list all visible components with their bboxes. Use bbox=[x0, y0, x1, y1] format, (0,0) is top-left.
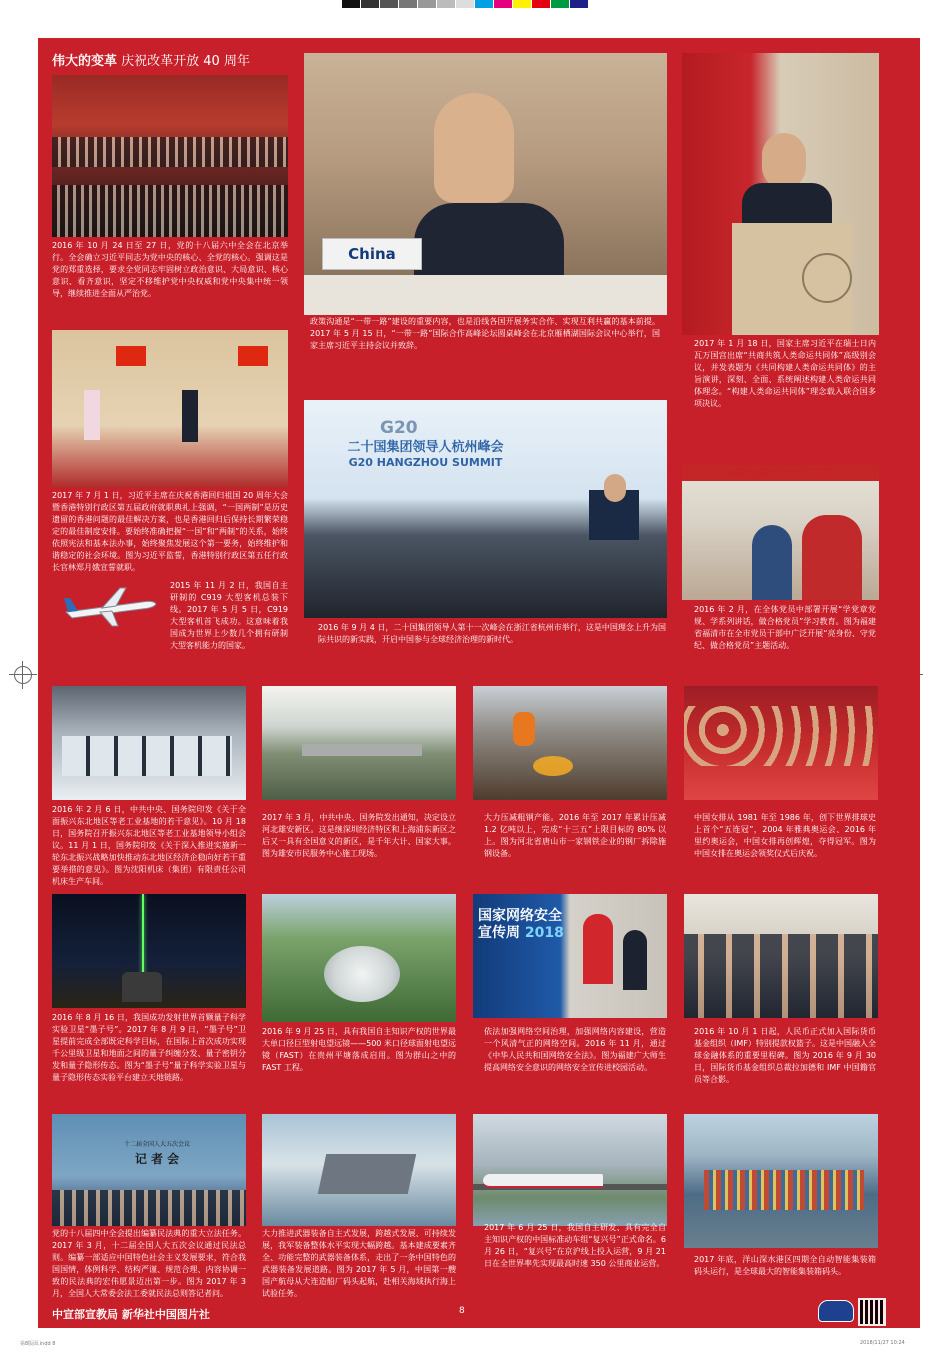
print-slug-left: 第8版面.indd 8 bbox=[20, 1341, 56, 1347]
cyber-week-year: 2018 bbox=[524, 925, 564, 941]
c919-aircraft-icon bbox=[62, 582, 158, 628]
photo-hong-kong-ceremony bbox=[52, 330, 288, 488]
photo-fuxing-train bbox=[473, 1114, 667, 1226]
press-conference-backdrop bbox=[82, 1138, 232, 1166]
g20-logo: G20 bbox=[380, 418, 418, 438]
party-banner: 践行“两学一做” 争当先锋 bbox=[728, 469, 833, 479]
caption-steel: 大力压减粗钢产能。2016 年至 2017 年累计压减 1.2 亿吨以上，完成“十三五”上限目标的 80% 以上。图为河北省唐山市一家钢铁企业的钢厂拆除施钢设备。 bbox=[484, 813, 666, 858]
g20-banner-title bbox=[318, 440, 533, 470]
caption-cyber: 依法加强网络空间治理，加强网络内容建设，营造一个风清气正的网络空间。2016 年 11 月，通过《中华人民共和国网络安全法》。图为福建广大师生提高网络安全意识的网络安全宣传进校园活动。 bbox=[484, 1027, 666, 1072]
g20-title-cn: 二十国集团领导人杭州峰会 bbox=[347, 440, 504, 455]
caption-carrier: 大力推进武器装备自主式发展，跨越式发展、可持续发展，我军装备整体水平实现大幅跨越。基本建成要素齐全、功能完整的武器装备体系，走出了一条中国特色的武器装备发展道路。图为 2017 年 5 月，中国第一艘国产航母从大连造船厂码头起航，赴相关海域执行海上试验任务。 bbox=[262, 1229, 456, 1298]
press-conference-subtitle: 十二届全国人大五次会议 bbox=[123, 1141, 190, 1148]
caption-g20: 2016 年 9 月 4 日，二十国集团领导人第十一次峰会在浙江省杭州市举行，这是中国理念上升为国际共识的新实践，开启中国参与全球经济治理的新时代。 bbox=[318, 623, 666, 644]
headline-strong: 伟大的变革 bbox=[52, 54, 118, 69]
caption-geneva: 2017 年 1 月 18 日，国家主席习近平在瑞士日内瓦万国宫出席“共商共筑人类命运共同体”高级别会议，并发表题为《共同构建人类命运共同体》的主旨演讲，深刻、全面、系统阐述构建人类命运共同体理念。“构建人类命运共同体”理念载入联合国多项决议。 bbox=[694, 339, 876, 408]
photo-xiongan bbox=[262, 686, 456, 800]
page-number: 8 bbox=[459, 1306, 465, 1316]
photo-fast-telescope bbox=[262, 894, 456, 1022]
headline-subtitle: 庆祝改革开放 40 周年 bbox=[121, 54, 250, 69]
photo-imf-group bbox=[684, 894, 878, 1018]
nameplate-china: China bbox=[322, 238, 422, 270]
footer-publishers: 中宣部宣教局 新华社中国图片社 bbox=[52, 1308, 210, 1321]
registration-mark-icon bbox=[14, 666, 32, 684]
color-calibration-bar bbox=[0, 0, 930, 10]
caption-xiongan: 2017 年 3 月，中共中央、国务院发出通知，决定设立河北雄安新区。这是继深圳经济特区和上海浦东新区之后又一具有全国意义的新区，是千年大计、国家大事。图为雄安市民服务中心施工现场。 bbox=[262, 813, 456, 858]
photo-plenary-session bbox=[52, 75, 288, 237]
photo-party-study bbox=[682, 465, 879, 600]
print-slug-right: 2018/11/27 10:24 bbox=[860, 1340, 905, 1346]
cyber-week-poster bbox=[478, 908, 570, 942]
caption-yangshan: 2017 年底，洋山深水港区四期全自动智能集装箱码头运行，是全球最大的智能集装箱码头。 bbox=[694, 1255, 876, 1276]
photo-machine-tool-workshop bbox=[52, 686, 246, 800]
cyber-week-title: 国家网络安全宣传周 bbox=[478, 908, 562, 941]
g20-title-en: G20 HANGZHOU SUMMIT bbox=[348, 456, 503, 469]
caption-hong-kong: 2017 年 7 月 1 日，习近平主席在庆祝香港回归祖国 20 周年大会暨香港特别行政区第五届政府就职典礼上强调，“一国两制”是历史遗留的香港问题的最佳解决方案，也是香港回归后保持长期繁荣稳定的最佳制度安排。要始终准确把握“一国”和“两制”的关系，始终依照宪法和基本法办事，始终聚焦发展这个第一要务，始终维护和谐稳定的社会环境。图为习近平监誓，香港特别行政区第五任行政长官林郑月娥宣誓就职。 bbox=[52, 491, 288, 572]
photo-g20-summit bbox=[304, 400, 667, 618]
caption-imf: 2016 年 10 月 1 日起，人民币正式加入国际货币基金组织（IMF）特别提款权篮子。这是中国融入全球金融体系的重要里程碑。图为 2016 年 9 月 30 日，国际货币基金组织总裁拉加德和 IMF 中国籍官员等合影。 bbox=[694, 1027, 876, 1084]
caption-plenary: 2016 年 10 月 24 日至 27 日，党的十八届六中全会在北京举行。全会确立习近平同志为党中央的核心、全党的核心。强调这是党的郑重选择，要求全党同志牢固树立政治意识、大局意识、核心意识、看齐意识，坚定不移维护党中央权威和党中央集中统一领导，继续推进全面从严治党。 bbox=[52, 241, 288, 298]
photo-geneva-speech bbox=[682, 53, 879, 335]
caption-northeast: 2016 年 2 月 6 日，中共中央、国务院印发《关于全面振兴东北地区等老工业基地的若干意见》。10 月 18 日，国务院召开振兴东北地区等老工业基地领导小组会议。11 月 1 日，国务院印发《关于深入推进实施新一轮东北振兴战略加快推动东北地区经济企稳向好若干重要举措的意见》。图为沈阳机床（集团）有限责任公司机床生产车间。 bbox=[52, 805, 246, 886]
page-headline bbox=[52, 50, 250, 69]
caption-c919: 2015 年 11 月 2 日，我国自主研制的 C919 大型客机总装下线。2017 年 5 月 5 日，C919 大型客机首飞成功。这意味着我国成为世界上少数几个拥有研制大型客机能力的国家。 bbox=[170, 581, 288, 650]
photo-steel-capacity bbox=[473, 686, 667, 800]
photo-belt-road-summit bbox=[304, 53, 667, 315]
photo-womens-volleyball bbox=[684, 686, 878, 800]
caption-civil-code: 党的十八届四中全会提出编纂民法典的重大立法任务。2017 年 3 月，十二届全国人大五次会议通过民法总则。编纂一部适应中国特色社会主义发展要求，符合我国国情，体例科学、结构严谨、规范合理、内容协调一致的民法典的宏伟愿景迈出第一步。图为 2017 年 3 月，全国人大常委会法工委就民法总则答记者问。 bbox=[52, 1229, 246, 1298]
caption-fast: 2016 年 9 月 25 日，具有我国自主知识产权的世界最大单口径巨型射电望远镜——500 米口径球面射电望远镜（FAST）在贵州平塘落成启用。图为群山之中的 FAST 工程。 bbox=[262, 1027, 456, 1072]
photo-aircraft-carrier bbox=[262, 1114, 456, 1226]
caption-party-study: 2016 年 2 月，在全体党员中部署开展“学党章党规、学系列讲话，做合格党员”学习教育。图为福建省福清市在全市党员干部中广泛开展“亮身份、守党纪、做合格党员”主题活动。 bbox=[694, 605, 876, 650]
press-conference-title: 记 者 会 bbox=[134, 1152, 180, 1166]
caption-quantum: 2016 年 8 月 16 日，我国成功发射世界首颗量子科学实验卫星“墨子号”。2017 年 8 月 9 日，“墨子号”卫星提前完成全部既定科学目标，在国际上首次成功实现千公里级卫星和地面之间的量子纠缠分发、量子密钥分发和量子隐形传态。图为“墨子号”量子科学实验卫星与量子隐形传态实验平台建立天地链路。 bbox=[52, 1013, 246, 1082]
xinhua-photo-logo-icon bbox=[818, 1300, 854, 1322]
caption-fuxing: 2017 年 6 月 25 日，我国自主研发、具有完全自主知识产权的中国标准动车组“复兴号”正式命名。6 月 26 日，“复兴号”在京沪线上投入运营，9 月 21 日在全世界率先实现最高时速 350 公里商业运营。 bbox=[484, 1223, 666, 1268]
photo-yangshan-port bbox=[684, 1114, 878, 1248]
caption-belt-road: 政策沟通是“一带一路”建设的重要内容，也是沿线各国开展务实合作、实现互利共赢的基本前提。2017 年 5 月 15 日，“一带一路”国际合作高峰论坛圆桌峰会在北京雁栖湖国际会议中心举行，国家主席习近平主持会议并致辞。 bbox=[310, 317, 660, 350]
photo-quantum-satellite bbox=[52, 894, 246, 1008]
photo-press-conference bbox=[52, 1114, 246, 1226]
caption-volleyball: 中国女排从 1981 年至 1986 年，创下世界排球史上首个“五连冠”，2004 年雅典奥运会、2016 年里约奥运会，中国女排再创辉煌，夺得冠军。图为中国女排在奥运会领奖仪式后庆祝。 bbox=[694, 813, 876, 858]
qr-code-icon bbox=[858, 1298, 886, 1326]
